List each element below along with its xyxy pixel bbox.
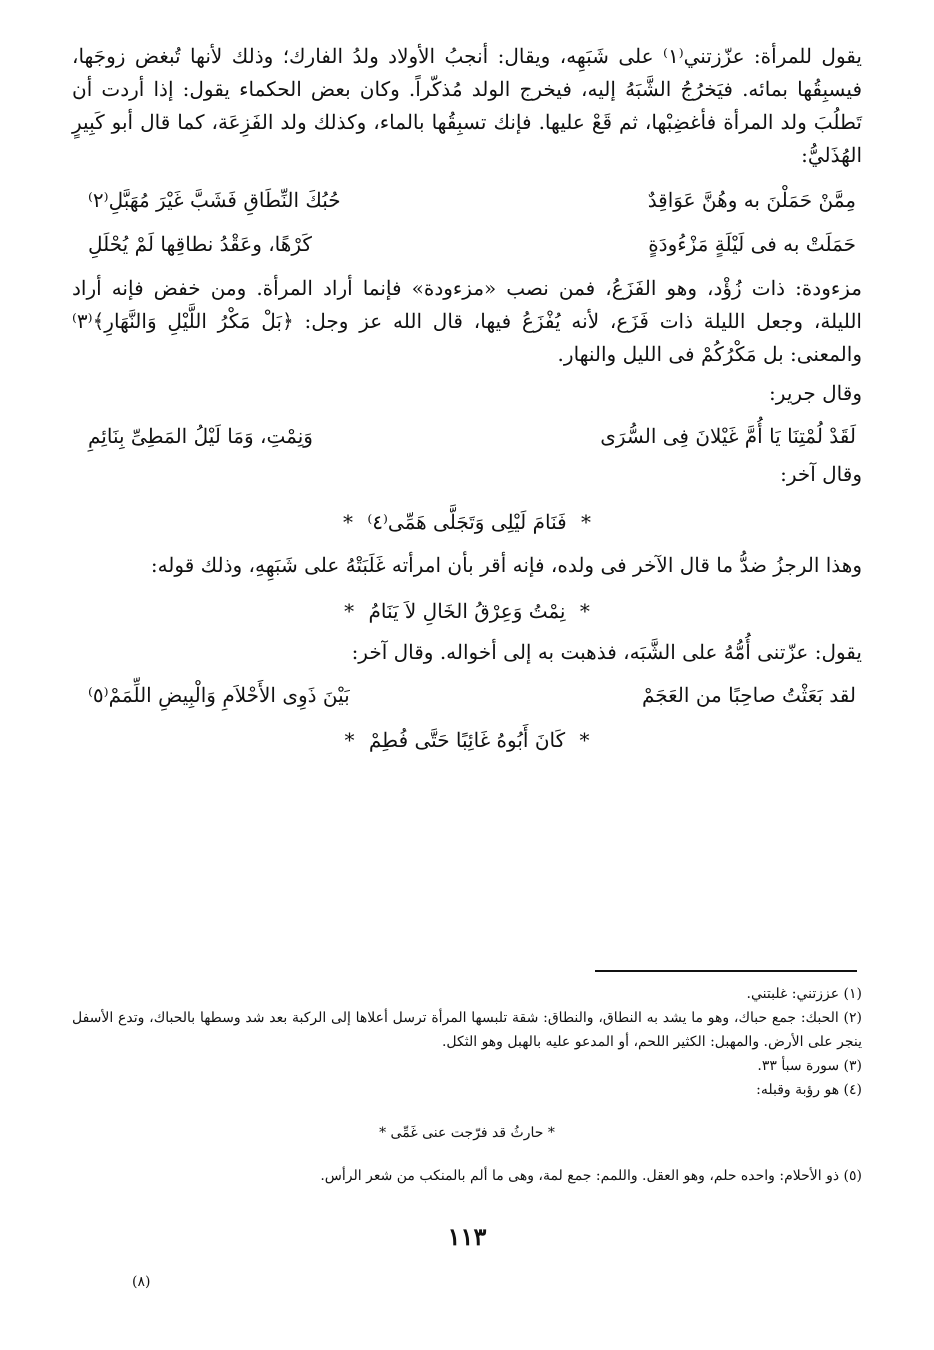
rajaz-text: كَانَ أَبُوهُ غَائِبًا حَتَّى فُطِمْ bbox=[368, 728, 566, 752]
page-number: ١١٣ bbox=[447, 1222, 487, 1251]
poem-verse-last bbox=[72, 673, 862, 717]
rajaz-line-1 bbox=[72, 499, 862, 545]
rajaz-text: فَنَامَ لَيْلِى وَتَجَلَّى هَمِّى⁽٤⁾ bbox=[367, 510, 567, 534]
star-ornament: * bbox=[342, 510, 353, 534]
star-ornament: * bbox=[344, 599, 355, 623]
main-text bbox=[72, 40, 862, 763]
footnotes bbox=[72, 982, 862, 1188]
footnote-2: (٢) الحبك: جمع حباك، وهو ما يشد به النطاق، والنطاق: شقة تلبسها المرأة ترسل أعلاها إلى الركبة بعد شد وسطها بالحباك، وتدع الأسفل ينجر على الأرض. والمهبل: الكثير اللحم، أو المدعو عليه بالهبل وهو الثكل. bbox=[72, 1010, 862, 1050]
star-ornament: * bbox=[581, 510, 592, 534]
rajaz-line-3 bbox=[72, 717, 862, 763]
paragraph-intro: يقول للمرأة: عزّزتني⁽١⁾ على شَبَهِه، ويقال: أنجبُ الأولاد ولدُ الفارك؛ وذلك لأنها تُبغض زوجَها، فيسبِقُها بمائه. فيَخرُجُ الشَّبَهُ إليه، فيخرج الولد مُذكّراً. وكان بعض الحكماء يقول: إذا أردت أن تَطلُبَ ولد المرأة فأغضِبْها، ثم قَعْ عليها. فإنك تسبِقُها بالماء، وكذلك ولد الفَزِعَة، كما قال أبو كَبِيرٍ الهُذَليُّ: bbox=[72, 44, 862, 167]
signature-mark: (٨) bbox=[132, 1274, 151, 1290]
paragraph-last: يقول: عزّتنى أُمُّهُ على الشَّبَه، فذهبت به إلى أخواله. وقال آخر: bbox=[351, 640, 862, 664]
verse-hemistich-left: وَنِمْتِ، وَمَا لَيْلُ المَطِىِّ بِنَائِمِ bbox=[88, 424, 313, 448]
paragraph-commentary: مزءودة: ذات زُؤْد، وهو الفَزَعُ، فمن نصب «مزءودة» فإنما أراد المرأة. ومن خفض فإنه أراد الليلة، وجعل الليلة ذات فَزَع، لأنه يُفْزَعُ فيها، قال الله عز وجل: ﴿بَلْ مَكْرُ اللَّيْلِ وَالنَّهَارِ﴾⁽٣⁾ والمعنى: بل مَكْرُكُمْ فى الليل والنهار. bbox=[72, 276, 862, 366]
star-ornament: * bbox=[344, 728, 355, 752]
verse-hemistich-left: كَرْهًا، وعَقْدُ نطاقِها لَمْ يُحْلَلِ bbox=[88, 232, 312, 256]
paragraph-rajaz: وهذا الرجزُ ضدُّ ما قال الآخر فى ولده، فإنه أقر بأن امرأته غَلَبَتْهُ على شَبَهِهِ، وذلك قوله: bbox=[150, 553, 862, 577]
other-intro: وقال آخر: bbox=[780, 462, 862, 486]
star-ornament: * bbox=[579, 728, 590, 752]
jarir-intro: وقال جرير: bbox=[769, 381, 862, 405]
star-ornament: * bbox=[579, 599, 590, 623]
footnote-5: (٥) ذو الأحلام: واحده حلم، وهو العقل. واللمم: جمع لمة، وهى ما ألم بالمنكب من شعر الرأس. bbox=[320, 1168, 862, 1184]
verse-hemistich-right: حَمَلَتْ به فى لَيْلَةٍ مَزْءُودَةٍ bbox=[648, 232, 856, 256]
verse-hemistich-left: بَيْنَ ذَوِى الأَحْلاَمِ وَالْبِيضِ اللِّمَمْ⁽٥⁾ bbox=[88, 683, 350, 707]
verse-hemistich-left: حُبُكَ النِّطَاقِ فَشَبَّ غَيْرَ مُهَبَّلِ⁽٢⁾ bbox=[88, 188, 341, 212]
verse-hemistich-right: لقد بَعَثْتُ صاحِبًا من العَجَمْ bbox=[641, 683, 856, 707]
rajaz-text: نِمْتُ وَعِرْقُ الخَالِ لاَ يَنَامُ bbox=[368, 599, 566, 623]
footnote-4: (٤) هو رؤبة وقبله: bbox=[756, 1082, 862, 1098]
verse-hemistich-right: لَقَدْ لُمْتِنَا يَا أُمَّ غَيْلانَ فِى السُّرَى bbox=[600, 424, 856, 448]
verse-hemistich-right: مِمَّنْ حَمَلْنَ به وهُنَّ عَوَاقِدٌ bbox=[647, 188, 856, 212]
poem-verse-jarir bbox=[72, 414, 862, 458]
footnote-4-verse: * حارثُ قد فرّجت عنى غَمِّى * bbox=[379, 1125, 555, 1141]
poem-verse-2 bbox=[72, 222, 862, 266]
footnote-3: (٣) سورة سبأ ٣٣. bbox=[757, 1058, 862, 1074]
footnote-divider bbox=[595, 970, 857, 972]
footnote-1: (١) عززتني: غلبتني. bbox=[746, 986, 862, 1002]
poem-verse-1 bbox=[72, 178, 862, 222]
rajaz-line-2 bbox=[72, 588, 862, 634]
